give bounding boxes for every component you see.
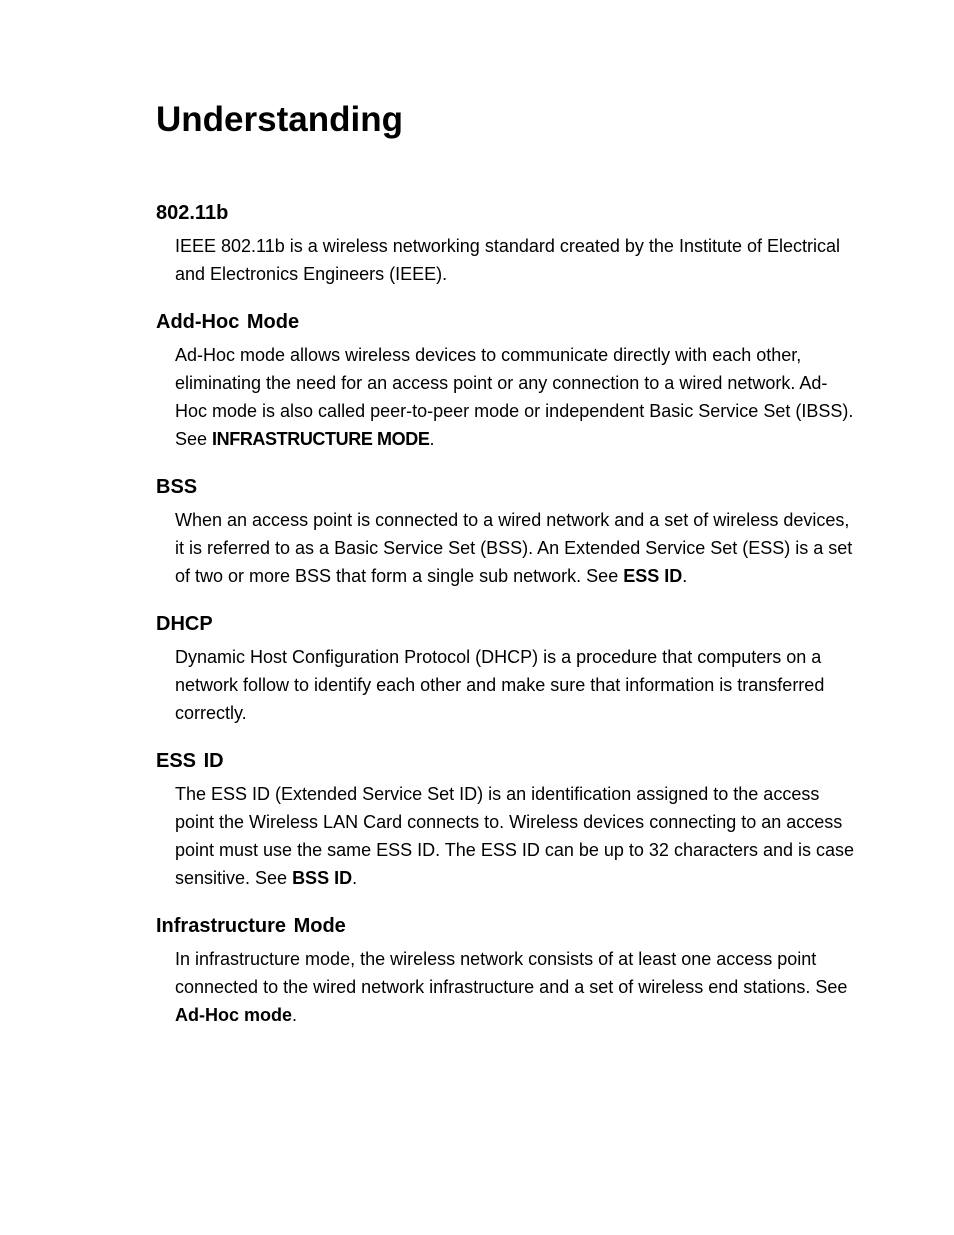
definition-text: IEEE 802.11b is a wireless networking standard created by the Institute of Electrical and Electronics Engineers (IEEE). — [175, 236, 841, 284]
glossary-term: Infrastructure Mode — [156, 915, 346, 937]
definition-text: Ad-Hoc mode allows wireless devices to communicate directly with each other, eliminating the need for an access point or any connection to a wired network. Ad-Hoc mode is also called peer-to-peer mode or independent Basic Service Set (IBSS). See — [175, 345, 854, 449]
glossary-definition — [175, 780, 855, 892]
cross-reference: BSS ID — [292, 868, 353, 888]
definition-text: Dynamic Host Configuration Protocol (DHCP) is a procedure that computers on a network follow to identify each other and make sure that information is transferred correctly. — [175, 647, 825, 723]
glossary-entry-bss — [156, 472, 856, 590]
glossary-term: ESS ID — [156, 750, 224, 772]
glossary-definition — [175, 945, 855, 1029]
glossary-list — [156, 198, 856, 1048]
glossary-definition — [175, 341, 855, 453]
definition-text: In infrastructure mode, the wireless network consists of at least one access point connected to the wired network infrastructure and a set of wireless end stations. See — [175, 949, 848, 997]
definition-text: When an access point is connected to a wired network and a set of wireless devices, it is referred to as a Basic Service Set (BSS). An Extended Service Set (ESS) is a set of two or more BSS that form a single sub network. See — [175, 510, 853, 586]
glossary-definition — [175, 232, 855, 288]
glossary-entry-infrastructure-mode — [156, 911, 856, 1029]
glossary-definition — [175, 506, 855, 590]
definition-punctuation: . — [429, 429, 435, 449]
cross-reference: INFRASTRUCTURE MODE — [212, 429, 430, 449]
glossary-term: Add-Hoc Mode — [156, 311, 300, 333]
page-title: Understanding — [156, 100, 403, 139]
glossary-term: 802.11b — [156, 202, 229, 224]
definition-text: The ESS ID (Extended Service Set ID) is an identification assigned to the access point the Wireless LAN Card connects to. Wireless devices connecting to an access point must use the same ESS ID. The ESS ID can be up to 32 characters and is case sensitive. See — [175, 784, 855, 888]
glossary-definition — [175, 643, 855, 727]
definition-punctuation: . — [292, 1005, 298, 1025]
glossary-term: BSS — [156, 476, 198, 498]
definition-punctuation: . — [352, 868, 358, 888]
definition-punctuation: . — [682, 566, 688, 586]
glossary-entry-802-11b — [156, 198, 856, 288]
cross-reference: ESS ID — [623, 566, 683, 586]
cross-reference: Ad-Hoc mode — [175, 1005, 292, 1025]
glossary-entry-ess-id — [156, 746, 856, 892]
glossary-entry-ad-hoc-mode — [156, 307, 856, 453]
glossary-entry-dhcp — [156, 609, 856, 727]
glossary-term: DHCP — [156, 613, 213, 635]
